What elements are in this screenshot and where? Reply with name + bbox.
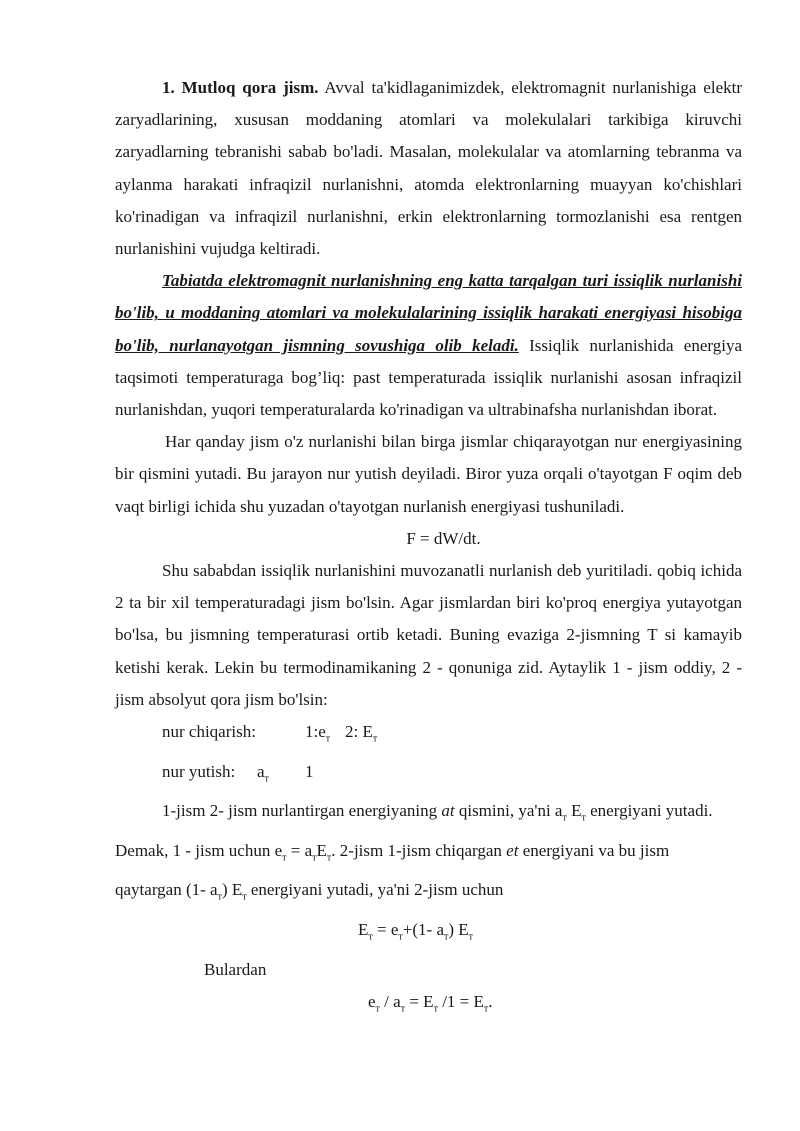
row-label: nur chiqarish: — [162, 722, 256, 742]
paragraph-text: Avval ta'kidlaganimizdek, elektromagnit nurlanishiga elektr zaryadlarining, xususan moddaning atomlari va molekulalari tarkibiga kiruvchi zaryadlarning tebranishi sabab bo'ladi. Masalan, molekulalar va atomlarning tebranma va aylanma harakati infraqizil nurlanishni, atomda elektronlarning muayyan ko'chishlari ko'rinadigan va infraqizil nurlanishni, erkin elektronlarning tormozlanishi esa rentgen nurlanishini vujudga keltiradi. — [115, 78, 742, 259]
row-label: nur yutish: — [162, 761, 236, 781]
formula-result: $e_т / a_т = E_т$ $/1 = E_т$. — [368, 991, 493, 1015]
table-row-emission — [115, 716, 742, 756]
document-page — [115, 72, 742, 1025]
emission-body1: $1:e_т$ — [305, 722, 331, 745]
paragraph-black-body-intro — [115, 72, 742, 265]
paragraph-absorption: Har qanday jism o'z nurlanishi bilan birga jismlar chiqarayotgan nur energiyasining bir qismini yutadi. Bu jarayon nur yutish deyiladi. Biror yuza orqali o'tayotgan F oqim deb vaqt birligi ichida shu yuzadan o'tayotgan nurlanish energiyasi tushuniladi. — [115, 432, 742, 516]
formula-balance: $E_т = e_т+(1-$ $a_т$) $E_т$ — [358, 920, 474, 943]
absorption-body2: 1 — [305, 761, 314, 781]
paragraph-kirchhoff: 1-jism 2- jism nurlantirgan energiyaning at qismini, ya'ni $a_т$ $E_т$ energiyani yutadi. Demak, 1 - jism uchun $e_т = a_тE_т$. 2-jism 1-jism chiqargan et energiyani va bu jism qaytargan (1- $a_т$) $E_т$ energiyani yutadi, ya'ni 2-jism uchun — [115, 801, 713, 903]
emphasized-definition: Tabiatda elektromagnit nurlanishning eng katta tarqalgan turi issiqlik nurlanishi bo'lib, u moddaning atomlari va molekulalarining issiqlik harakati energiyasi hisobiga bo'lib, nurlanayotgan jismning sovushiga olib keladi. — [115, 271, 742, 355]
table-row-absorption — [115, 756, 742, 796]
emission-body2: 2: $E_т$ — [345, 722, 378, 745]
section-heading: 1. Mutloq qora jism. — [162, 78, 319, 97]
absorption-body1: $a_т$ — [257, 761, 269, 785]
paragraph-equilibrium: Shu sababdan issiqlik nurlanishini muvozanatli nurlanish deb yuritiladi. qobiq ichida 2 ta bir xil temperaturadagi jism bo'lsin. Agar jismlardan biri ko'proq energiya yutayotgan bo'lsa, bu jismning temperaturasi ortib ketadi. Buning evaziga 2-jismning T si kamayib ketishi kerak. Lekin bu termodinamikaning 2 - qonuniga zid. Aytaylik 1 - jism oddiy, 2 - jism absolyut qora jism bo'lsin: — [115, 561, 742, 709]
formula-flux: F = dW/dt. — [406, 528, 481, 548]
bulardan-label: Bulardan — [204, 959, 267, 979]
paragraph-text: Issiqlik nurlanishida energiya taqsimoti temperaturaga bog’liq: past temperaturada issiqlik nurlanishi asosan infraqizil nurlanishdan, yuqori temperaturalarda ko'rinadigan va ultrabinafsha nurlanishdan iborat. — [115, 335, 742, 420]
paragraph-thermal-radiation — [115, 265, 742, 426]
